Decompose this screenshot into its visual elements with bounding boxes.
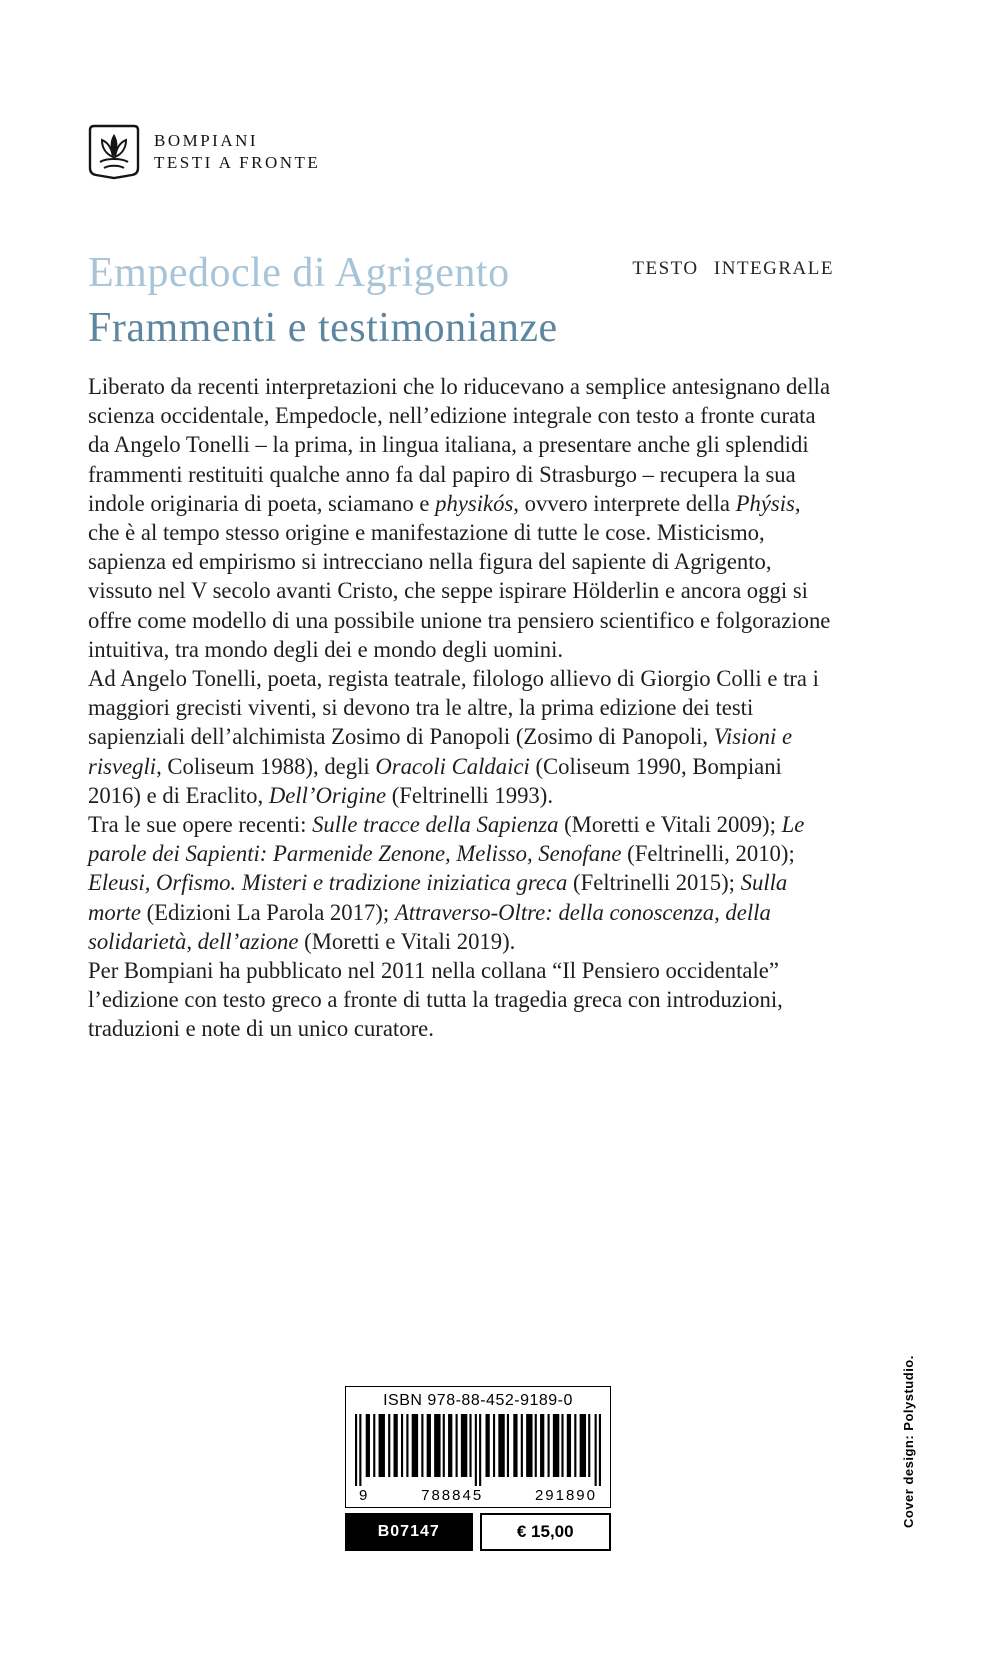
series-name: TESTI A FRONTE (154, 152, 321, 172)
isbn-label: ISBN 978-88-452-9189-0 (383, 1392, 573, 1409)
publisher-logo-block (88, 124, 320, 180)
product-code: B07147 (345, 1513, 473, 1551)
publisher-name: BOMPIANI (154, 130, 259, 150)
body-paragraph: Per Bompiani ha pubblicato nel 2011 nella collana “Il Pensiero occidentale” l’edizione con testo greco a fronte di tutta la tragedia greca con introduzioni, traduzioni e note di un unico curatore. (88, 958, 783, 1042)
testo-integrale-badge: TESTO INTEGRALE (632, 258, 834, 279)
body-paragraph: Tra le sue opere recenti: Sulle tracce della Sapienza (Moretti e Vitali 2009); Le parole dei Sapienti: Parmenide Zenone, Melisso, Senofane (Feltrinelli, 2010); Eleusi, Orfismo. Misteri e tradizione iniziatica greca (Feltrinelli 2015); Sulla morte (Edizioni La Parola 2017); Attraverso-Oltre: della conoscenza, della solidarietà, dell’azione (Moretti e Vitali 2019). (88, 812, 805, 954)
barcode-digits (355, 1487, 601, 1504)
barcode-block (345, 1386, 611, 1551)
body-paragraph: Ad Angelo Tonelli, poeta, regista teatrale, filologo allievo di Giorgio Colli e tra i maggiori grecisti viventi, si devono tra le altre, la prima edizione dei testi sapienziali dell’alchimista Zosimo di Panopoli (Zosimo di Panopoli, Visioni e risvegli, Coliseum 1988), degli Oracoli Caldaici (Coliseum 1990, Bompiani 2016) e di Eraclito, Dell’Origine (Feltrinelli 1993). (88, 666, 819, 808)
bompiani-flower-icon (88, 124, 140, 180)
title-line1: Empedocle di Agrigento (88, 250, 510, 296)
body-paragraph: Liberato da recenti interpretazioni che lo riducevano a semplice antesignano della scienza occidentale, Empedocle, nell’edizione integrale con testo a fronte curata da Angelo Tonelli – la prima, in lingua italiana, a presentare anche gli splendidi frammenti restituiti qualche anno fa dal papiro di Strasburgo – recupera la sua indole originaria di poeta, sciamano e physikós, ovvero interprete della Phýsis, che è al tempo stesso origine e manifestazione di tutte le cose. Misticismo, sapienza ed empirismo si intrecciano nella figura del sapiente di Agrigento, vissuto nel V secolo avanti Cristo, che seppe ispirare Hölderlin e ancora oggi si offre come modello di una possibile unione tra pensiero scientifico e folgorazione intuitiva, tra mondo degli dei e mondo degli uomini. (88, 374, 831, 662)
barcode-box (345, 1386, 611, 1508)
barcode-digit-left: 9 (359, 1487, 370, 1504)
barcode-digit-mid: 788845 (421, 1487, 484, 1504)
barcode-icon (355, 1414, 601, 1486)
back-cover-text (88, 372, 836, 1044)
title-line2: Frammenti e testimonianze (88, 305, 558, 352)
publisher-text (154, 132, 320, 172)
cover-design-credit: Cover design: Polystudio. (901, 1355, 916, 1528)
title-block (88, 246, 558, 357)
price: € 15,00 (480, 1513, 612, 1551)
price-row (345, 1513, 611, 1551)
barcode-digit-right: 291890 (534, 1487, 597, 1504)
